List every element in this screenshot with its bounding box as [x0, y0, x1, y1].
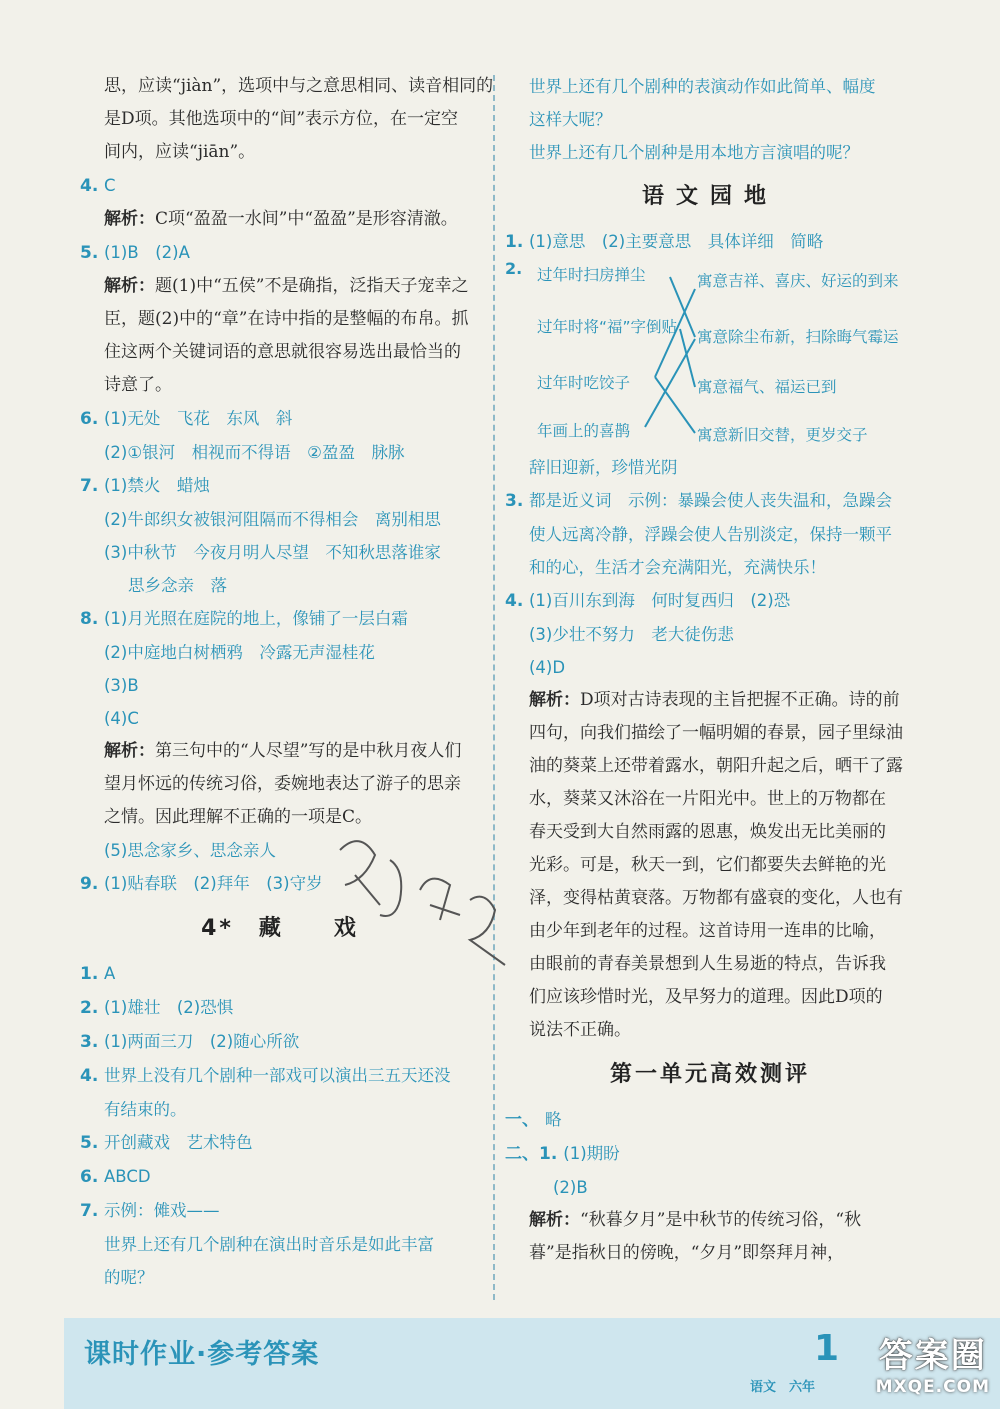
text-line: 说法不正确。 [529, 1020, 631, 1040]
site-watermark [876, 1328, 990, 1397]
zangxi-q6: 6. ABCD [80, 1167, 151, 1187]
yuwen-q3: 3. 都是近义词 示例：暴躁会使人丧失温和，急躁会 [505, 491, 892, 511]
answer-line: 这样大呢？ [529, 110, 612, 129]
match-lines [505, 259, 915, 451]
question-4: 4. C [80, 176, 116, 196]
text-line: 间内，应读“jiān”。 [104, 142, 256, 162]
match-right-item: 寓意除尘布新，扫除晦气霉运 [697, 328, 899, 346]
watermark-logo: 答案圈 [878, 1336, 987, 1376]
right-column [505, 70, 915, 1270]
text-line: 水，葵菜又沐浴在一片阳光中。世上的万物都在 [529, 789, 886, 809]
text-line: 诗意了。 [104, 375, 172, 395]
match-left-item: 过年时吃饺子 [537, 374, 631, 392]
answer-line: 世界上还有几个剧种的表演动作如此简单、幅度 [529, 77, 876, 96]
answer-line: 的呢？ [104, 1268, 154, 1287]
match-line [655, 377, 695, 433]
question-9: 9. (1)贴春联 (2)拜年 (3)守岁 [80, 874, 323, 894]
section-heading-zangxi: 4* 藏 戏 [201, 916, 359, 941]
page-number: 1 [814, 1328, 840, 1369]
match-line [670, 277, 695, 337]
question-8: 8. (1)月光照在庭院的地上，像铺了一层白霜 [80, 609, 408, 629]
analysis: 解析：第三句中的“人尽望”写的是中秋月夜人们 [104, 741, 462, 761]
yuwen-q4: 4. (1)百川东到海 何时复西归 (2)恐 [505, 591, 791, 611]
ceping-q1: 一、 略 [505, 1110, 562, 1130]
answer-line: (4)D [529, 658, 566, 677]
question-number: 2. [505, 259, 523, 278]
watermark-url: MXQE.COM [875, 1377, 990, 1397]
text-line: 们应该珍惜时光，及早努力的道理。因此D项的 [529, 987, 883, 1007]
text-line: 四句，向我们描绘了一幅明媚的春景，园子里绿油 [529, 723, 903, 743]
answer-line: 和的心，生活才会充满阳光，充满快乐！ [529, 558, 826, 577]
answer-line: 世界上还有几个剧种在演出时音乐是如此丰富 [104, 1235, 434, 1254]
analysis: 解析：题(1)中“五侯”不是确指，泛指天子宠幸之 [104, 276, 469, 296]
answer-line: (3)B [104, 676, 139, 695]
left-column [80, 70, 494, 1294]
answer-line: (2)①银河 相视而不得语 ②盈盈 脉脉 [104, 443, 405, 462]
answer-line: 有结束的。 [104, 1100, 187, 1119]
text-line: 由少年到老年的过程。这首诗用一连串的比喻， [529, 921, 886, 941]
text-line: 住这两个关键词语的意思就很容易选出最恰当的 [104, 342, 461, 362]
answer-line: (5)思念家乡、思念亲人 [104, 841, 276, 860]
footer-title: 课时作业·参考答案 [84, 1339, 320, 1370]
text-line: 望月怀远的传统习俗，委婉地表达了游子的思亲 [104, 774, 461, 794]
answer-line: (3)中秋节 今夜月明人尽望 不知秋思落谁家 [104, 543, 441, 562]
matching-diagram [505, 259, 915, 451]
section-heading-yuwen: 语文园地 [641, 184, 778, 209]
text-line: 春天受到大自然雨露的恩惠，焕发出无比美丽的 [529, 822, 886, 842]
zangxi-q4: 4. 世界上没有几个剧种一部戏可以演出三五天还没 [80, 1066, 451, 1086]
answer-line: 世界上还有几个剧种是用本地方言演唱的呢？ [529, 143, 859, 162]
footer-subject: 语文 六年 [750, 1380, 816, 1395]
answer-line: (2)牛郎织女被银河阻隔而不得相会 离别相思 [104, 510, 441, 529]
match-left-item: 过年时扫房掸尘 [537, 266, 646, 284]
text-line: 油的葵菜上还带着露水，朝阳升起之后，晒干了露 [529, 756, 903, 776]
zangxi-q1: 1. A [80, 964, 116, 984]
answer-line: (2)中庭地白树栖鸦 冷露无声湿桂花 [104, 643, 375, 662]
zangxi-q2: 2. (1)雄壮 (2)恐惧 [80, 998, 234, 1018]
text-line: 由眼前的青春美景想到人生易逝的特点，告诉我 [529, 954, 886, 974]
zangxi-q3: 3. (1)两面三刀 (2)随心所欲 [80, 1032, 300, 1052]
answer-line: (2)B [553, 1178, 588, 1197]
handwritten-mark [320, 820, 540, 980]
answer-line: (3)少壮不努力 老大徒伤悲 [529, 625, 734, 644]
match-line [645, 339, 695, 427]
text-line: 光彩。可是，秋天一到，它们都要失去鲜艳的光 [529, 855, 886, 875]
zangxi-q5: 5. 开创藏戏 艺术特色 [80, 1133, 253, 1153]
ceping-q2: 二、1. (1)期盼 [505, 1144, 620, 1164]
question-6: 6. (1)无处 飞花 东风 斜 [80, 409, 293, 429]
analysis: 解析：D项对古诗表现的主旨把握不正确。诗的前 [529, 690, 900, 710]
analysis: 解析：C项“盈盈一水间”中“盈盈”是形容清澈。 [104, 209, 458, 229]
match-left-item: 年画上的喜鹊 [537, 422, 631, 440]
zangxi-q7: 7. 示例：傩戏—— [80, 1201, 220, 1221]
match-right-item: 寓意吉祥、喜庆、好运的到来 [697, 272, 899, 290]
answer-line: 辞旧迎新，珍惜光阴 [529, 458, 678, 477]
text-line: 是D项。其他选项中的“间”表示方位，在一定空 [104, 109, 459, 129]
column-divider [493, 75, 495, 1300]
text-line: 之情。因此理解不正确的一项是C。 [104, 807, 373, 827]
analysis: 解析：“秋暮夕月”是中秋节的传统习俗，“秋 [529, 1210, 862, 1230]
yuwen-q1: 1. (1)意思 (2)主要意思 具体详细 简略 [505, 232, 824, 252]
match-right-item: 寓意新旧交替，更岁交子 [697, 426, 868, 444]
question-7: 7. (1)禁火 蜡烛 [80, 476, 210, 496]
text-line: 臣，题(2)中的“章”在诗中指的是整幅的布帛。抓 [104, 309, 469, 329]
question-5: 5. (1)B (2)A [80, 243, 190, 263]
match-left-item: 过年时将“福”字倒贴 [537, 318, 678, 336]
answer-line: 使人远离冷静，浮躁会使人告别淡定，保持一颗平 [529, 525, 892, 544]
match-right-item: 寓意福气、福运已到 [697, 378, 837, 396]
answer-line: (4)C [104, 709, 139, 728]
footer-bar [64, 1318, 1000, 1409]
answer-line: 思乡念亲 落 [128, 576, 227, 595]
match-line [680, 329, 695, 387]
text-line: 泽，变得枯黄衰落。万物都有盛衰的变化，人也有 [529, 888, 903, 908]
section-heading-ceping: 第一单元高效测评 [609, 1062, 810, 1087]
text-line: 思，应读“jiàn”，选项中与之意思相同、读音相同的 [104, 76, 494, 96]
text-line: 暮”是指秋日的傍晚，“夕月”即祭拜月神， [529, 1243, 845, 1263]
